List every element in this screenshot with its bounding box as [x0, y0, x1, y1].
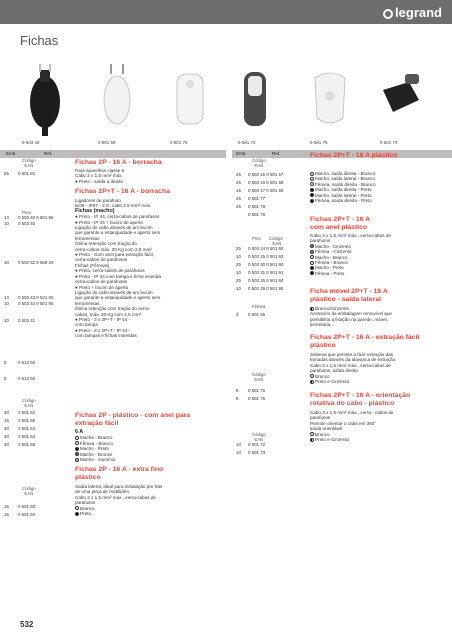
- pack-qty: 15: [236, 188, 241, 193]
- title-line: Fichas 2P+T - 16 A: [310, 216, 371, 223]
- reference-code: 0 501 83: [18, 504, 36, 509]
- item-label: Macho - Cinzento: [315, 243, 352, 249]
- desc-line: IK08 - IP67 - 3 G, cabo 2,5 mm² máx.: [75, 203, 152, 209]
- item-line: [310, 271, 391, 276]
- reference-code: 0 501 77: [248, 196, 266, 201]
- grey-circle-icon: [310, 250, 314, 254]
- white-circle-icon: [310, 177, 314, 181]
- reference-code: 0 501 66: [248, 312, 266, 317]
- pack-qty: 15: [4, 512, 9, 517]
- reference-code: 0 503 16 0 501 68: [248, 180, 284, 185]
- item-label: ● Preto + bucim de aperto: [75, 284, 129, 290]
- reference-code: 0 501 73: [248, 450, 266, 455]
- section-desc: [310, 352, 395, 384]
- item-label: Macho - Alumínio: [80, 457, 116, 463]
- bronze-circle-icon: [75, 452, 79, 456]
- reference-code: 0 503 44 0 501 95: [18, 301, 54, 306]
- reference-code: 0 503 30 0 501 90: [248, 262, 284, 267]
- item-label: Fêmea - Cinzento: [315, 249, 352, 255]
- section-title: [75, 412, 190, 428]
- reference-code: 0 503 40 0 501 96: [18, 215, 54, 220]
- pack-qty: 25: [236, 196, 241, 201]
- reference-code: 0 501 81: [18, 171, 36, 176]
- desc-line: Cabo 3 x 1,5 mm² máx., cerra - cabos de: [310, 410, 394, 415]
- black-circle-icon: [310, 271, 314, 275]
- title-line: Fichas 2P+T - 16 A - orientação: [310, 392, 411, 399]
- pack-qty: 25: [236, 262, 241, 267]
- pack-qty: 10: [4, 318, 9, 323]
- pack-qty: 10: [236, 286, 241, 291]
- column-subheader: Código EAN: [22, 398, 36, 408]
- reference-code: 0 501 65: [18, 442, 36, 447]
- section-title: [310, 392, 410, 408]
- reference-code: 0 502 52 0 969 20: [18, 260, 54, 265]
- pack-qty: 10: [236, 270, 241, 275]
- item-label: Macho - Branco: [80, 435, 113, 441]
- desc-line: possibilita a fixação na parede, móvel,: [310, 316, 388, 322]
- reference-code: 0 501 62: [18, 410, 36, 415]
- pack-qty: 25: [236, 172, 241, 177]
- item-label: Macho - Preto: [80, 446, 109, 452]
- photo-caption: 0 501 75: [170, 140, 188, 145]
- item-label: ● Preto - IP 44 + bucim de aperto: [75, 219, 143, 225]
- section-title: [75, 466, 163, 482]
- item-label: Macho, saída direita - Branco: [315, 171, 376, 176]
- item-label: Branco: [315, 431, 330, 437]
- brand-name: legrand: [395, 5, 442, 20]
- logo-mark-icon: [383, 9, 393, 19]
- pack-qty: 30: [4, 434, 9, 439]
- item-label: Macho - Bronze: [80, 451, 113, 457]
- black-circle-icon: [75, 512, 79, 516]
- item-label: ● Preto, cerra-cabos de parafusos: [75, 268, 145, 274]
- section-desc: [75, 430, 116, 462]
- reference-code: 0 501 72: [248, 442, 266, 447]
- title-line: com anel plástico: [310, 224, 368, 231]
- black-circle-icon: [75, 447, 79, 451]
- item-label: Macho, saída lateral - Branco: [315, 176, 376, 182]
- pack-qty: 25: [236, 180, 241, 185]
- pack-qty: 10: [4, 301, 9, 306]
- item-label: cerra-cabos de parafusos: [75, 257, 128, 263]
- desc-line: Acessório da embalagem removível que: [310, 311, 392, 317]
- white-circle-icon: [75, 436, 79, 440]
- item-label: Fêmea, saída direita - Branco: [315, 181, 376, 187]
- reference-code: 0 503 25 0 501 93: [248, 254, 284, 259]
- section-title: Fichas 2P - 16 A - borracha: [75, 159, 162, 166]
- section-title: [310, 216, 370, 232]
- desc-line: Para aparelhos classe II: [75, 168, 125, 173]
- reference-code: 0 503 41: [18, 318, 36, 323]
- desc-line: parafusos: [310, 238, 331, 244]
- photo-caption: 0 501 73: [238, 140, 256, 145]
- aluminium-circle-icon: [75, 458, 79, 462]
- desc-line: parafusos: [310, 415, 331, 421]
- pack-qty: 10: [4, 295, 9, 300]
- item-label: Fichas (Fêmeas): [75, 262, 110, 268]
- white-circle-icon: [75, 441, 79, 445]
- reference-code: 0 503 24 0 501 92: [248, 246, 284, 251]
- title-line: rotativa do cabo - plástico: [310, 400, 395, 407]
- column-subheader: Prev.: [22, 210, 32, 215]
- item-label: Ótima retenção com tração do: [75, 241, 137, 247]
- pack-qty: 30: [4, 442, 9, 447]
- section-title: [310, 334, 419, 350]
- item-label: Macho - Branco: [315, 254, 348, 260]
- desc-line: Ligadores de parafuso: [75, 198, 121, 203]
- desc-line: Sistema que permite a fácil extração das: [310, 352, 393, 357]
- desc-line: Cabo 2 x 1,5 mm² máx., cerra-cabos de: [75, 494, 156, 500]
- page-title: Fichas: [20, 33, 59, 48]
- title-line: plástico: [310, 342, 336, 349]
- item-label: Preto: [80, 511, 91, 517]
- desc-line: de uma peça de mobiliário: [75, 489, 129, 495]
- desc-line: parafusos: [75, 500, 96, 506]
- item-label: Fêmea - Branco: [315, 260, 348, 266]
- item-list: [75, 214, 161, 338]
- section-title: [310, 288, 388, 304]
- photo-caption: 0 503 42: [22, 140, 40, 145]
- column-subheader: Código EAN: [252, 158, 266, 168]
- desc-line: Cabo 3 x 1,5 mm² máx., cerra-cabos de: [310, 362, 391, 368]
- pack-qty: 10: [4, 215, 9, 220]
- section-desc: [75, 484, 162, 516]
- item-label: que garante a estanquidade e aperto sem: [75, 230, 161, 236]
- plug-photo-1: [20, 60, 80, 150]
- item-label: Fêmea, saída direita - Preto: [315, 198, 372, 204]
- grey-circle-icon: [310, 244, 314, 248]
- col-ref: Ref.: [272, 151, 281, 156]
- desc-line: Cabo 2 x 1,5 mm² máx.: [75, 173, 123, 179]
- item-label: Branco/Cinzento: [315, 306, 349, 311]
- pack-qty: 15: [4, 418, 9, 423]
- item-label: ferramentas: [75, 235, 100, 241]
- white-circle-icon: [310, 172, 314, 176]
- black-circle-icon: [310, 193, 314, 197]
- reference-code: 0 503 17 0 501 69: [248, 188, 284, 193]
- title-line: Ficha móvel 2P+T - 16 A: [310, 288, 388, 295]
- pack-qty: 5: [4, 376, 7, 381]
- page-number: 532: [20, 620, 34, 629]
- desc-line: tomadas através da alavanca de extração: [310, 357, 396, 363]
- pack-qty: 10: [236, 442, 241, 447]
- subheading: Fichas (macho): [75, 207, 115, 214]
- black-circle-icon: [310, 199, 314, 203]
- reference-code: 0 501 84: [18, 512, 36, 517]
- item-label: Branco: [315, 373, 330, 379]
- item-label: Macho - Preto: [315, 265, 344, 271]
- item-label: cabos, máx. 30 Kg com 2,5 mm²: [75, 311, 142, 317]
- reference-code: 0 501 66: [18, 418, 36, 423]
- item-label: que garante a estanquidade e aperto sem: [75, 295, 161, 301]
- column-subheader: Código EAN: [22, 486, 36, 496]
- black-grey-circle-icon: [310, 380, 314, 384]
- white-circle-icon: [75, 506, 79, 510]
- column-subheader: Código EAN: [22, 158, 36, 168]
- item-line: [75, 457, 116, 462]
- item-label: Ótima retenção com tração do cerra-: [75, 306, 151, 312]
- item-line: [310, 198, 376, 203]
- pack-qty: 5: [4, 360, 7, 365]
- reference-code: 0 501 63: [18, 426, 36, 431]
- column-subheader: Prev. Código EAN: [252, 236, 283, 246]
- pack-qty: 10: [236, 254, 241, 259]
- item-label: ferramentas: [75, 300, 100, 306]
- pack-qty: 10: [4, 260, 9, 265]
- reference-code: 0 503 40: [18, 221, 36, 226]
- reference-code: 0 503 29 0 501 95: [248, 286, 284, 291]
- item-label: Ligação do cabo através de um bucim: [75, 289, 153, 295]
- pack-qty: 25: [4, 171, 9, 176]
- pack-qty: 5: [236, 388, 239, 393]
- pack-qty: 15: [4, 504, 9, 509]
- desc-line: saída orientável: [310, 426, 343, 432]
- black-circle-icon: [310, 188, 314, 192]
- desc-line: Saída lateral, ideal para instalação por trás: [75, 484, 163, 489]
- title-line: plástico: [75, 474, 101, 481]
- desc-line: Cabo 3 x 1,5 mm² máx., cerra-cabos de: [310, 233, 391, 238]
- reference-code: 0 501 76: [248, 396, 266, 401]
- item-label: ● Preto - IP 44 com tampa e ficha inserida: [75, 273, 161, 279]
- plug-photo-2: [92, 60, 152, 150]
- pack-qty: 25: [236, 246, 241, 251]
- reference-code: 0 503 43 0 521 93: [18, 295, 54, 300]
- item-label: ● Preto - IP 44, cerra-cabos de parafusos: [75, 214, 160, 220]
- column-subheader: Código EAN: [252, 372, 266, 382]
- item-line: [310, 437, 393, 442]
- product-photos: [20, 60, 440, 150]
- pack-qty: 10: [4, 221, 9, 226]
- plug-photo-3: [165, 60, 225, 150]
- section-title: Fichas 2P+T - 16 A - borracha: [75, 188, 170, 195]
- brand-logo: [383, 5, 442, 20]
- item-label: Fêmea - Branco: [80, 440, 113, 446]
- photo-caption: 0 501 76: [310, 140, 328, 145]
- pack-qty: 4: [236, 312, 239, 317]
- column-subheader: Fêmea: [252, 304, 266, 309]
- section-desc: [310, 410, 393, 442]
- section-desc: [75, 168, 124, 184]
- white-grey-circle-icon: [310, 307, 314, 311]
- left-table-header: [0, 150, 226, 158]
- item-label: ● Preto - 3 x 2P+T - IP 44 -: [75, 327, 131, 333]
- pack-qty: 5: [236, 396, 239, 401]
- item-label: ● Preto - Com anel para extração fácil,: [75, 252, 154, 258]
- desc-line: ● Preto - saída a direito: [75, 178, 123, 184]
- item-label: Ligação do cabo através de um bucim: [75, 225, 153, 231]
- reference-code: 0 513 60: [18, 376, 36, 381]
- desc-line: parafusos, saída direita: [310, 368, 358, 374]
- pack-qty: 30: [4, 426, 9, 431]
- reference-code: 0 503 31 0 501 91: [248, 270, 284, 275]
- item-list: [310, 244, 391, 276]
- section-desc: [310, 171, 376, 203]
- white-circle-icon: [310, 182, 314, 186]
- reference-code: 0 501 75: [248, 388, 266, 393]
- subheading: 6 A: [75, 429, 84, 435]
- title-line: Fichas 2P+T - 16 A - extração fácil: [310, 334, 420, 341]
- title-line: Fichas 2P - 16 A - extra fino: [75, 466, 164, 473]
- item-line: [75, 511, 162, 516]
- col-emb: Emb.: [236, 151, 247, 156]
- col-emb: Emb.: [6, 151, 17, 156]
- white-circle-icon: [310, 255, 314, 259]
- item-label: cerra-cabos de parafusos: [75, 279, 128, 285]
- white-circle-icon: [310, 432, 314, 436]
- photo-caption: 0 501 73: [380, 140, 398, 145]
- white-circle-icon: [310, 374, 314, 378]
- item-label: ● Preto - 3 x 2P+T - IP 44 -: [75, 316, 131, 322]
- pack-qty: 25: [236, 204, 241, 209]
- title-line: extração fácil: [75, 420, 119, 427]
- item-label: Fêmea - Preto: [315, 270, 345, 276]
- item-label: Branco: [80, 505, 95, 511]
- reference-code: 0 513 60: [18, 360, 36, 365]
- item-label: Macho, saída lateral - Preto: [315, 192, 372, 198]
- reference-code: 0 501 79: [248, 212, 266, 217]
- item-label: cerra-cabos máx. 30 Kg com 2,5 mm²: [75, 246, 152, 252]
- section-desc: [310, 233, 391, 276]
- plug-photo-5: [305, 60, 365, 150]
- pack-qty: 30: [4, 410, 9, 415]
- item-label: Preto e Cinzento: [315, 379, 350, 385]
- reference-code: 0 503 15 0 501 67: [248, 172, 284, 177]
- section-desc: [310, 306, 392, 328]
- title-line: plástico - saída lateral: [310, 296, 382, 303]
- item-label: com tampas e fichas inseridas: [75, 333, 137, 339]
- title-line: Fichas 2P - plástico - com anel para: [75, 412, 191, 419]
- black-grey-circle-icon: [310, 438, 314, 442]
- top-bar: [0, 0, 452, 24]
- col-ref: Ref.: [44, 151, 53, 156]
- item-label: Macho, saída direita - Preto: [315, 187, 372, 193]
- item-label: Preto e Cinzento: [315, 437, 350, 443]
- section-title: Fichas 2P+T - 16 A plástico: [310, 152, 398, 159]
- item-line: [310, 379, 395, 384]
- pack-qty: 25: [236, 278, 241, 283]
- reference-code: 0 501 78: [248, 204, 266, 209]
- reference-code: 0 503 26 0 501 94: [248, 278, 284, 283]
- item-line: [75, 333, 161, 338]
- item-label: com tampa: [75, 322, 98, 328]
- reference-code: 0 501 64: [18, 434, 36, 439]
- section-desc: [75, 198, 161, 339]
- desc-line: Permite orientar o cabo em 360°: [310, 420, 377, 426]
- black-circle-icon: [310, 266, 314, 270]
- desc-line: secretária...: [310, 322, 334, 328]
- photo-caption: 0 501 60: [98, 140, 116, 145]
- pack-qty: 10: [236, 450, 241, 455]
- white-circle-icon: [310, 261, 314, 265]
- plug-photo-4: [230, 60, 290, 150]
- column-subheader: Código EAN: [252, 432, 266, 442]
- plug-photo-6: [375, 60, 435, 150]
